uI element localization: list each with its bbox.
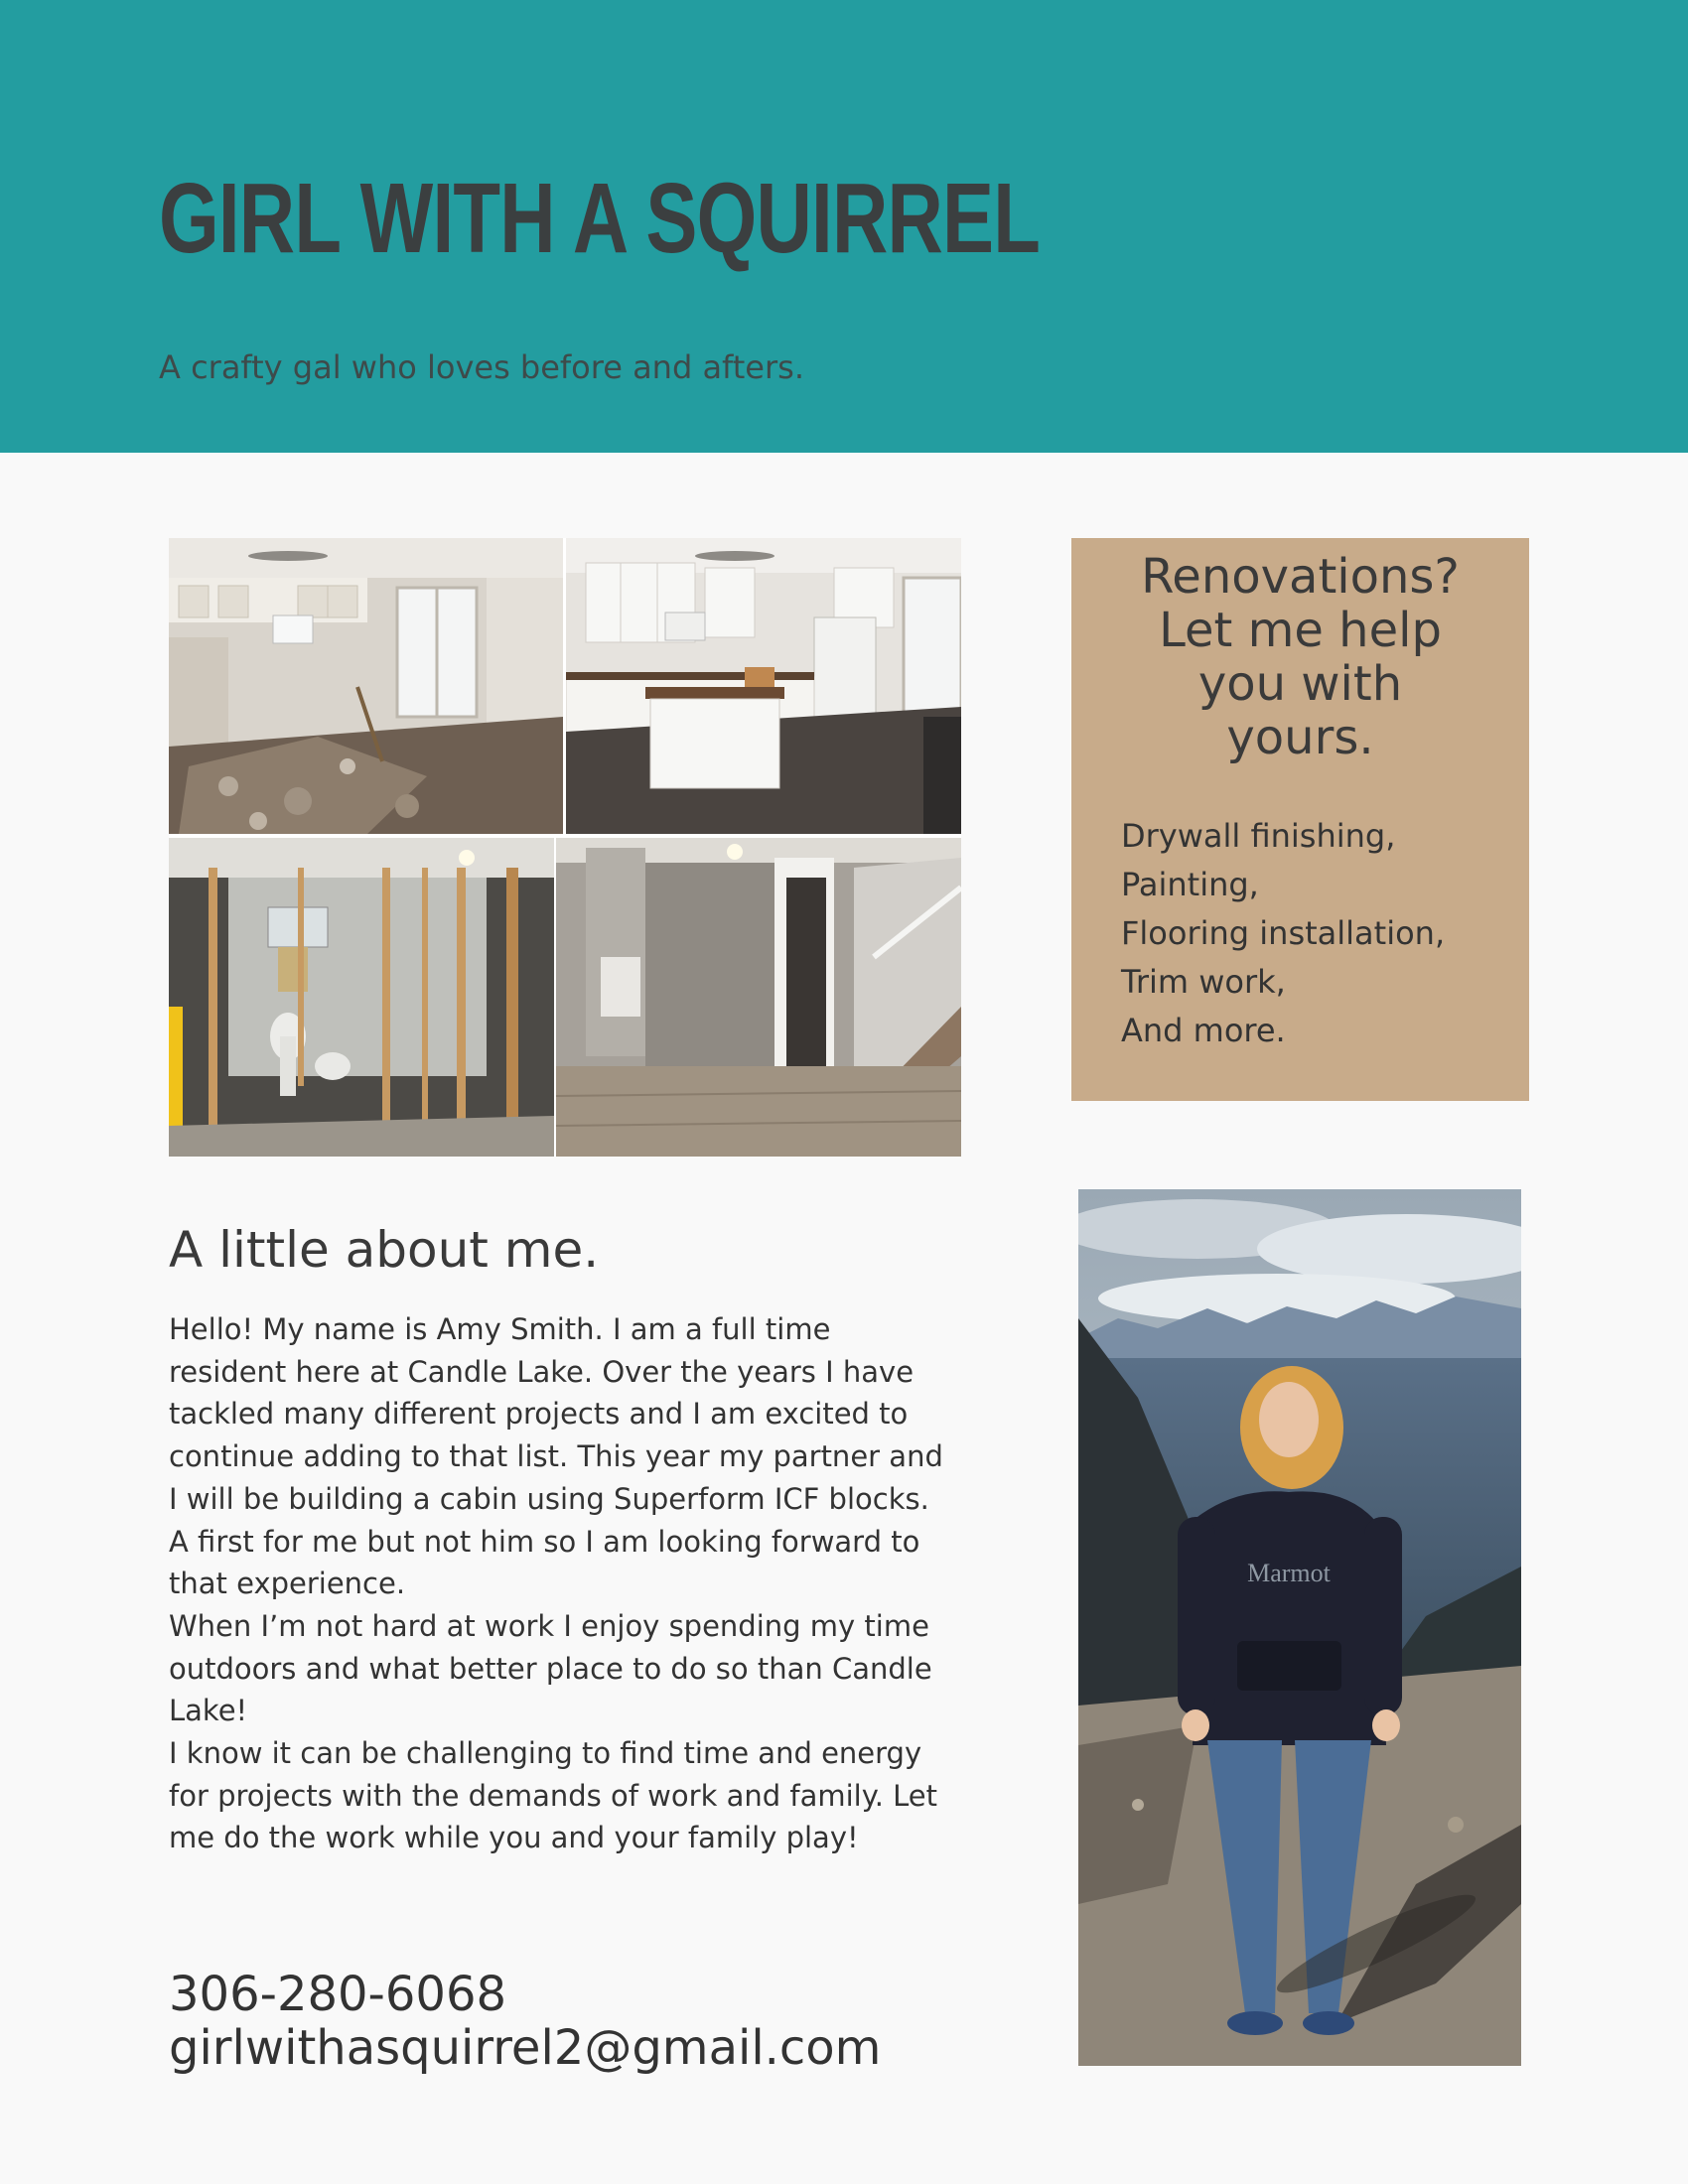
services-heading-line: you with	[1197, 656, 1403, 712]
contact-info	[169, 1968, 881, 2075]
kitchen-after-photo	[566, 538, 961, 834]
about-paragraph: Hello! My name is Amy Smith. I am a full time resident here at Candle Lake. Over the years I have tackled many different projects and I am excited to continue adding to that list. This year my partner and I will be building a cabin using Superform ICF blocks. A first for me but not him so I am looking forward to that experience.	[169, 1312, 943, 1601]
services-box	[1071, 538, 1529, 1101]
services-heading-line: Renovations?	[1141, 549, 1460, 605]
about-paragraph: I know it can be challenging to find time and energy for projects with the demands of work and family. Let me do the work while you and your family play!	[169, 1736, 938, 1855]
email-address: girlwithasquirrel2@gmail.com	[169, 2020, 882, 2076]
before-after-collage	[169, 538, 961, 1157]
kitchen-before-photo	[169, 538, 563, 834]
services-heading	[1071, 550, 1529, 764]
header-banner	[0, 0, 1688, 453]
page-title: GIRL WITH A SQUIRREL	[159, 163, 1041, 274]
service-item: Painting,	[1121, 866, 1259, 903]
about-body	[169, 1308, 953, 1859]
portrait-photo	[1078, 1189, 1521, 2066]
service-item: Trim work,	[1121, 963, 1286, 1001]
basement-before-photo	[169, 838, 554, 1157]
phone-number: 306-280-6068	[169, 1967, 507, 2022]
tagline: A crafty gal who loves before and afters.	[159, 348, 804, 386]
services-heading-line: yours.	[1226, 710, 1374, 765]
service-item: Drywall finishing,	[1121, 817, 1396, 855]
service-item: Flooring installation,	[1121, 914, 1446, 952]
shirt-logo-text: Marmot	[1247, 1559, 1331, 1587]
basement-after-photo	[556, 838, 961, 1157]
about-heading: A little about me.	[169, 1221, 600, 1279]
service-item: And more.	[1121, 1012, 1286, 1049]
services-list	[1121, 812, 1445, 1055]
about-paragraph: When I’m not hard at work I enjoy spending my time outdoors and what better place to do so than Candle Lake!	[169, 1608, 932, 1728]
services-heading-line: Let me help	[1159, 603, 1442, 658]
